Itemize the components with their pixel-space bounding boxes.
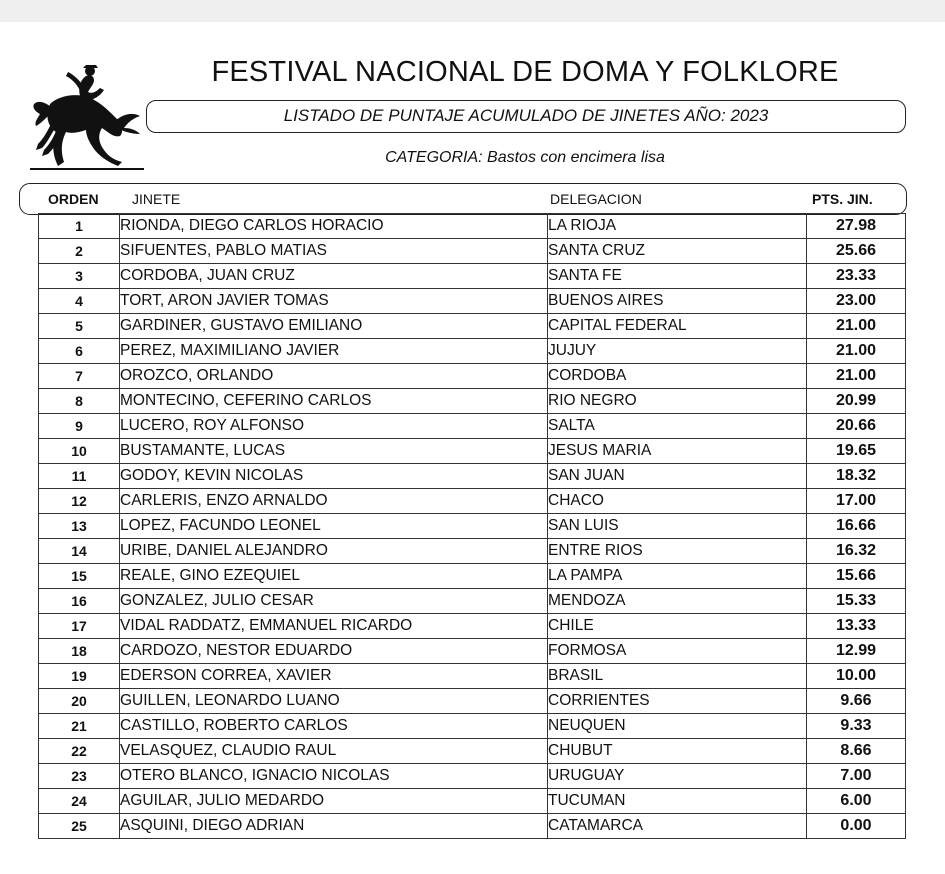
delegation-cell: FORMOSA (548, 639, 807, 664)
table-row (39, 664, 906, 689)
table-row (39, 689, 906, 714)
standings-table-body (39, 214, 906, 839)
points-cell: 8.66 (807, 739, 906, 764)
points-cell: 23.00 (807, 289, 906, 314)
table-row (39, 239, 906, 264)
table-row (39, 639, 906, 664)
rider-name-cell: ASQUINI, DIEGO ADRIAN (120, 814, 548, 839)
rider-name-cell: GARDINER, GUSTAVO EMILIANO (120, 314, 548, 339)
delegation-cell: TUCUMAN (548, 789, 807, 814)
points-cell: 16.32 (807, 539, 906, 564)
rank-cell: 6 (39, 339, 120, 364)
delegation-cell: CHILE (548, 614, 807, 639)
rider-name-cell: URIBE, DANIEL ALEJANDRO (120, 539, 548, 564)
points-cell: 9.66 (807, 689, 906, 714)
rider-name-cell: LOPEZ, FACUNDO LEONEL (120, 514, 548, 539)
column-header-orden: ORDEN (48, 191, 99, 207)
rank-cell: 22 (39, 739, 120, 764)
table-row (39, 464, 906, 489)
rider-name-cell: VIDAL RADDATZ, EMMANUEL RICARDO (120, 614, 548, 639)
rank-cell: 2 (39, 239, 120, 264)
table-row (39, 789, 906, 814)
table-row (39, 589, 906, 614)
points-cell: 25.66 (807, 239, 906, 264)
points-cell: 15.33 (807, 589, 906, 614)
delegation-cell: BRASIL (548, 664, 807, 689)
delegation-cell: CATAMARCA (548, 814, 807, 839)
delegation-cell: CAPITAL FEDERAL (548, 314, 807, 339)
table-row (39, 614, 906, 639)
rider-name-cell: CORDOBA, JUAN CRUZ (120, 264, 548, 289)
points-cell: 9.33 (807, 714, 906, 739)
rider-name-cell: OROZCO, ORLANDO (120, 364, 548, 389)
top-bar (0, 0, 945, 22)
points-cell: 21.00 (807, 339, 906, 364)
points-cell: 12.99 (807, 639, 906, 664)
delegation-cell: CORDOBA (548, 364, 807, 389)
points-cell: 7.00 (807, 764, 906, 789)
table-row (39, 364, 906, 389)
table-row (39, 214, 906, 239)
delegation-cell: RIO NEGRO (548, 389, 807, 414)
rank-cell: 7 (39, 364, 120, 389)
category-label: CATEGORIA: Bastos con encimera lisa (385, 149, 665, 166)
table-row (39, 289, 906, 314)
table-row (39, 814, 906, 839)
rank-cell: 12 (39, 489, 120, 514)
delegation-cell: SANTA CRUZ (548, 239, 807, 264)
points-cell: 20.66 (807, 414, 906, 439)
rank-cell: 4 (39, 289, 120, 314)
delegation-cell: SAN LUIS (548, 514, 807, 539)
rank-cell: 9 (39, 414, 120, 439)
rank-cell: 21 (39, 714, 120, 739)
table-row (39, 764, 906, 789)
points-cell: 18.32 (807, 464, 906, 489)
points-cell: 23.33 (807, 264, 906, 289)
rider-name-cell: BUSTAMANTE, LUCAS (120, 439, 548, 464)
rider-name-cell: VELASQUEZ, CLAUDIO RAUL (120, 739, 548, 764)
rank-cell: 1 (39, 214, 120, 239)
delegation-cell: CORRIENTES (548, 689, 807, 714)
delegation-cell: NEUQUEN (548, 714, 807, 739)
table-row (39, 489, 906, 514)
rider-name-cell: OTERO BLANCO, IGNACIO NICOLAS (120, 764, 548, 789)
rank-cell: 15 (39, 564, 120, 589)
rank-cell: 16 (39, 589, 120, 614)
points-cell: 13.33 (807, 614, 906, 639)
subtitle: LISTADO DE PUNTAJE ACUMULADO DE JINETES AÑO: 2023 (146, 100, 906, 133)
points-cell: 0.00 (807, 814, 906, 839)
points-cell: 16.66 (807, 514, 906, 539)
points-cell: 6.00 (807, 789, 906, 814)
column-header-jinete: JINETE (132, 191, 181, 207)
delegation-cell: LA PAMPA (548, 564, 807, 589)
points-cell: 17.00 (807, 489, 906, 514)
table-header (19, 183, 907, 215)
delegation-cell: BUENOS AIRES (548, 289, 807, 314)
standings-table (38, 213, 906, 839)
table-row (39, 389, 906, 414)
delegation-cell: LA RIOJA (548, 214, 807, 239)
points-cell: 20.99 (807, 389, 906, 414)
rank-cell: 17 (39, 614, 120, 639)
rank-cell: 18 (39, 639, 120, 664)
rider-name-cell: CARLERIS, ENZO ARNALDO (120, 489, 548, 514)
delegation-cell: SANTA FE (548, 264, 807, 289)
rank-cell: 5 (39, 314, 120, 339)
delegation-cell: SAN JUAN (548, 464, 807, 489)
rider-name-cell: EDERSON CORREA, XAVIER (120, 664, 548, 689)
rank-cell: 25 (39, 814, 120, 839)
points-cell: 27.98 (807, 214, 906, 239)
delegation-cell: CHACO (548, 489, 807, 514)
rider-name-cell: GONZALEZ, JULIO CESAR (120, 589, 548, 614)
rank-cell: 10 (39, 439, 120, 464)
delegation-cell: SALTA (548, 414, 807, 439)
column-header-pts: PTS. JIN. (812, 191, 873, 207)
rider-name-cell: GODOY, KEVIN NICOLAS (120, 464, 548, 489)
rider-name-cell: TORT, ARON JAVIER TOMAS (120, 289, 548, 314)
table-row (39, 339, 906, 364)
rank-cell: 13 (39, 514, 120, 539)
delegation-cell: MENDOZA (548, 589, 807, 614)
bucking-horse-rider-icon (28, 62, 146, 174)
rank-cell: 11 (39, 464, 120, 489)
rank-cell: 8 (39, 389, 120, 414)
rider-name-cell: GUILLEN, LEONARDO LUANO (120, 689, 548, 714)
rider-name-cell: MONTECINO, CEFERINO CARLOS (120, 389, 548, 414)
rider-name-cell: PEREZ, MAXIMILIANO JAVIER (120, 339, 548, 364)
points-cell: 15.66 (807, 564, 906, 589)
rank-cell: 19 (39, 664, 120, 689)
points-cell: 21.00 (807, 364, 906, 389)
delegation-cell: JUJUY (548, 339, 807, 364)
rider-name-cell: CARDOZO, NESTOR EDUARDO (120, 639, 548, 664)
table-row (39, 414, 906, 439)
column-header-delegacion: DELEGACION (550, 191, 642, 207)
rank-cell: 3 (39, 264, 120, 289)
table-row (39, 314, 906, 339)
table-row (39, 564, 906, 589)
rider-name-cell: SIFUENTES, PABLO MATIAS (120, 239, 548, 264)
table-row (39, 739, 906, 764)
delegation-cell: URUGUAY (548, 764, 807, 789)
rank-cell: 23 (39, 764, 120, 789)
table-row (39, 264, 906, 289)
points-cell: 21.00 (807, 314, 906, 339)
delegation-cell: JESUS MARIA (548, 439, 807, 464)
page-title: FESTIVAL NACIONAL DE DOMA Y FOLKLORE (211, 56, 839, 88)
delegation-cell: ENTRE RIOS (548, 539, 807, 564)
rank-cell: 24 (39, 789, 120, 814)
rider-name-cell: CASTILLO, ROBERTO CARLOS (120, 714, 548, 739)
rank-cell: 20 (39, 689, 120, 714)
table-row (39, 539, 906, 564)
rider-name-cell: RIONDA, DIEGO CARLOS HORACIO (120, 214, 548, 239)
rider-name-cell: LUCERO, ROY ALFONSO (120, 414, 548, 439)
points-cell: 19.65 (807, 439, 906, 464)
table-row (39, 514, 906, 539)
points-cell: 10.00 (807, 664, 906, 689)
delegation-cell: CHUBUT (548, 739, 807, 764)
table-row (39, 439, 906, 464)
table-row (39, 714, 906, 739)
rider-name-cell: REALE, GINO EZEQUIEL (120, 564, 548, 589)
rider-name-cell: AGUILAR, JULIO MEDARDO (120, 789, 548, 814)
rank-cell: 14 (39, 539, 120, 564)
